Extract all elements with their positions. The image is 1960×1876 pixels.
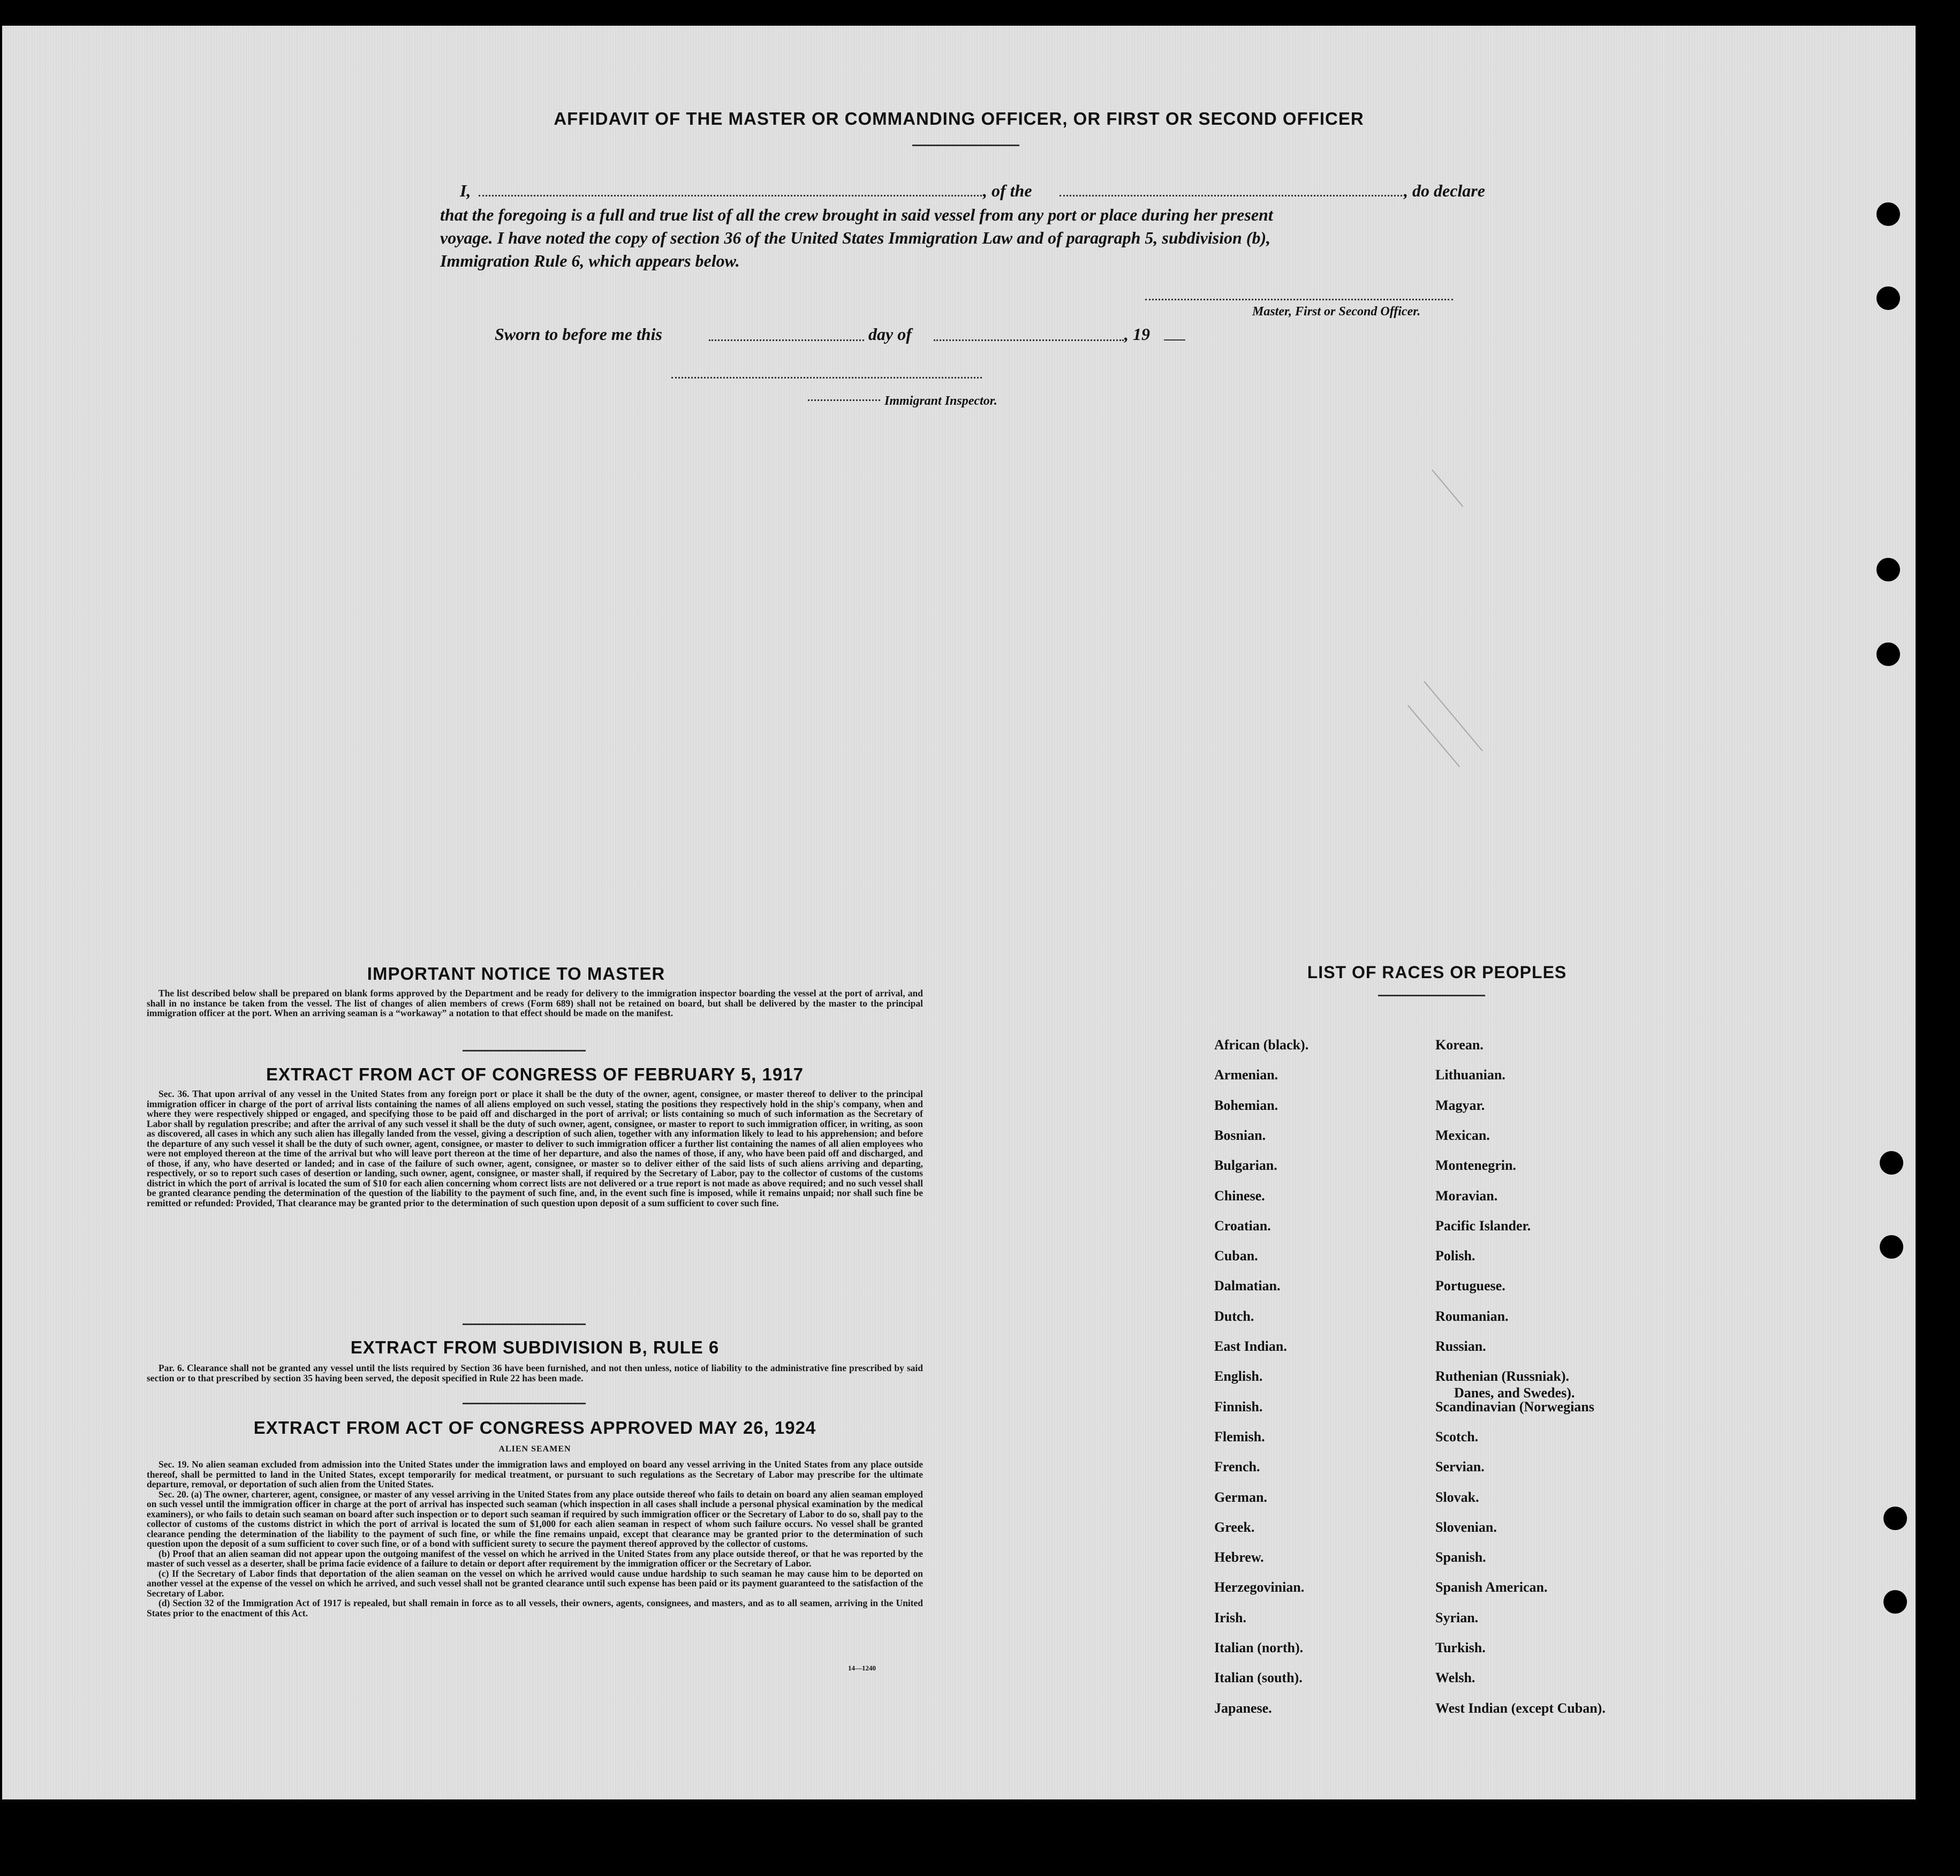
sec-20c-paragraph: (c) If the Secretary of Labor finds that deportation of the alien seaman on the vessel on which he arrived would cause undue hardship to such seaman he may cause him to be deported on another vessel at the expense of the vessel on which he arrived, and such vessel shall not be granted clearance until such expense has been paid or its payment guaranteed to the satisfaction of the Secretary of Labor. (147, 1568, 923, 1599)
affidavit-title: AFFIDAVIT OF THE MASTER OR COMMANDING OFFICER, OR FIRST OR SECOND OFFICER (554, 109, 1364, 128)
race-item: Italian (north). (1214, 1640, 1304, 1655)
section-rule (463, 1050, 586, 1052)
race-item: Armenian. (1214, 1067, 1278, 1083)
extract-1917-title: EXTRACT FROM ACT OF CONGRESS OF FEBRUARY 5, 1917 (266, 1064, 804, 1084)
race-item: Herzegovinian. (1214, 1579, 1305, 1595)
section-rule (463, 1403, 586, 1404)
race-item: Russian. (1435, 1338, 1486, 1354)
name-blank[interactable] (479, 195, 982, 196)
extract-rule6-title: EXTRACT FROM SUBDIVISION B, RULE 6 (350, 1337, 720, 1357)
binder-hole (1883, 1590, 1907, 1614)
race-item: Chinese. (1214, 1188, 1265, 1204)
race-item: Slovak. (1435, 1489, 1479, 1505)
sworn-day-blank[interactable] (709, 339, 864, 341)
race-item: Croatian. (1214, 1218, 1271, 1234)
inspector-caption-leader (808, 399, 880, 401)
faint-mark (1432, 470, 1463, 507)
vessel-blank[interactable] (1060, 195, 1402, 196)
race-item: Spanish. (1435, 1549, 1486, 1565)
race-item: German. (1214, 1489, 1267, 1505)
race-item: Slovenian. (1435, 1519, 1497, 1535)
race-item: African (black). (1214, 1037, 1309, 1053)
sec-19-paragraph: Sec. 19. No alien seaman excluded from admission into the United States under the immigration laws and employed on board any vessel arriving in the United States from any place outside thereof, shall be permitted to land in the United States, except temporarily for medical treatment, or pursuant to such regulations as the Secretary of Labor may prescribe for the ultimate departure, removal, or deportation of such alien from the United States. (147, 1459, 923, 1489)
sec-20b-paragraph: (b) Proof that an alien seaman did not appear upon the outgoing manifest of the vessel on which he arrived in the United States from any place outside thereof, or that he was reported by the master of such vessel as a deserter, shall be prima facie evidence of a failure to detain or deport after requirement by the immigration officer or the Secretary of Labor. (147, 1548, 923, 1569)
race-item: Flemish. (1214, 1429, 1265, 1444)
race-item: Turkish. (1435, 1640, 1486, 1655)
binder-hole (1883, 1507, 1907, 1530)
day-of-text: day of (868, 324, 912, 344)
race-item: Bulgarian. (1214, 1158, 1277, 1173)
extract-1917-text (147, 1089, 923, 1208)
binder-hole (1880, 1235, 1903, 1259)
race-item: Cuban. (1214, 1248, 1258, 1264)
race-item: Scotch. (1435, 1429, 1479, 1444)
race-item: English. (1214, 1368, 1263, 1384)
sec-20a-paragraph: Sec. 20. (a) The owner, charterer, agent, consignee, or master of any vessel arriving in the United States from any place outside thereof who fails to detain on board any alien seaman employed on such vessel until the immigration officer in charge at the port of arrival has inspected such seaman (which inspection in all cases shall include a personal physical examination by the medical examiners), or who fails to detain such seaman on board after such inspection or to deport such seaman if required by such immigration officer or the Secretary of Labor to do so, shall pay to the collector of customs of the customs district in which the port of arrival is located the sum of $1,000 for each alien seaman in respect of whom such failure occurs. No vessel shall be granted clearance pending the determination of the liability to the payment of such fine, or while the fine remains unpaid, except that clearance may be granted prior to the determination of such question upon the deposit of a sum sufficient to cover such fine, or of a bond with sufficient surety to secure the payment thereof approved by the collector of customs. (147, 1488, 923, 1549)
race-item: Ruthenian (Russniak). (1435, 1368, 1569, 1384)
affidavit-line-2: voyage. I have noted the copy of section 36 of the United States Immigration Law and of paragraph 5, subdivision (b), (440, 228, 1271, 247)
notice-text (147, 988, 923, 1018)
race-item: Korean. (1435, 1037, 1484, 1053)
alien-seamen-subtitle: ALIEN SEAMEN (498, 1444, 571, 1454)
inspector-caption: Immigrant Inspector. (884, 394, 997, 408)
race-item: Scandinavian (Norwegians (1435, 1399, 1594, 1414)
year-blank[interactable] (1164, 339, 1185, 341)
affidavit-line-1: that the foregoing is a full and true list of all the crew brought in said vessel from any port or place during her present (440, 205, 1273, 224)
race-item: Pacific Islander. (1435, 1218, 1531, 1234)
section-rule (463, 1323, 586, 1325)
extract-1917-paragraph: Sec. 36. That upon arrival of any vessel in the United States from any foreign port or place it shall be the duty of the owner, agent, consignee, or master thereof to deliver to the principal immigration officer in charge of the port of arrival lists containing the names of all aliens employed on such vessel, stating the positions they respectively hold in the ship's company, when and where they were respectively shipped or engaged, and specifying those to be paid off and discharged in the port of arrival; or lists containing so much of such information as the Secretary of Labor shall by regulation prescribe; and after the arrival of any such vessel it shall be the duty of such owner, agent, consignee, or master to report to such immigration officer, in writing, as soon as discovered, all cases in which any such alien has illegally landed from the vessel, giving a description of such alien, together with any information likely to lead to his apprehension; and before the departure of any such vessel it shall be the duty of such owner, agent, consignee, or master to deliver to such immigration officer a further list containing the names of all alien employees who were not employed thereon at the time of the arrival but who will leave port thereon at the time of her departure, and also the names of those, if any, who have been paid off and discharged, and of those, if any, who have deserted or landed; and in case of the failure of such owner, agent, consignee, or master so to deliver either of the said lists of such aliens arriving and departing, respectively, or so to report such cases of desertion or landing, such owner, agent, consignee, or master shall, if required by the Secretary of Labor, pay to the collector of customs of the customs district in which the port of arrival is located the sum of $10 for each alien concerning whom correct lists are not delivered or a true report is not made as above required; and no such vessel shall be granted clearance pending the determination of the question of the liability to the payment of such fine, and, in the event such fine is imposed, while it remains unpaid; nor shall such fine be remitted or refunded: Provided, That clearance may be granted prior to the determination of such question upon deposit of a sum sufficient to cover such fine. (147, 1088, 923, 1208)
race-item: Dutch. (1214, 1308, 1254, 1324)
sworn-month-blank[interactable] (934, 339, 1124, 341)
sworn-text: Sworn to before me this (495, 324, 662, 344)
notice-title: IMPORTANT NOTICE TO MASTER (367, 964, 665, 984)
affidavit-i: I, (460, 181, 471, 200)
race-item: Italian (south). (1214, 1670, 1303, 1685)
extract-1924-title: EXTRACT FROM ACT OF CONGRESS APPROVED MAY 26, 1924 (253, 1418, 816, 1438)
affidavit-line-3: Immigration Rule 6, which appears below. (440, 251, 740, 270)
title-rule (912, 145, 1019, 146)
race-item: Finnish. (1214, 1399, 1263, 1414)
extract-rule6-text (147, 1363, 923, 1383)
race-item: Magyar. (1435, 1098, 1485, 1113)
race-item: Servian. (1435, 1459, 1485, 1474)
race-item: Portuguese. (1435, 1278, 1505, 1293)
race-item: Welsh. (1435, 1670, 1475, 1685)
race-item: Spanish American. (1435, 1579, 1548, 1595)
form-number: 14—1240 (848, 1664, 876, 1672)
sec-20d-paragraph: (d) Section 32 of the Immigration Act of 1917 is repealed, but shall remain in force as to all vessels, their owners, agents, consignees, and masters, and as to all seamen, arriving in the United States prior to the enactment of this Act. (147, 1598, 923, 1618)
year-text: , 19 (1124, 324, 1150, 344)
race-item: Montenegrin. (1435, 1158, 1516, 1173)
race-item: Hebrew. (1214, 1549, 1264, 1565)
race-item: Polish. (1435, 1248, 1475, 1264)
notice-paragraph: The list described below shall be prepared on blank forms approved by the Department and be ready for delivery to the immigration inspector boarding the vessel at the port of arrival, and shall in no instance be taken from the vessel. The list of changes of alien members of crews (Form 689) shall not be retained on board, but shall be delivered by the master to the principal immigration officer at the port. When an arriving seaman is a “workaway” a notation to that effect should be made on the manifest. (147, 988, 923, 1018)
race-item: French. (1214, 1459, 1260, 1474)
binder-hole (1876, 202, 1900, 226)
races-title: LIST OF RACES OR PEOPLES (1307, 963, 1567, 982)
race-item: Lithuanian. (1435, 1067, 1505, 1083)
race-item: Mexican. (1435, 1128, 1490, 1143)
race-item: East Indian. (1214, 1338, 1287, 1354)
binder-hole (1876, 642, 1900, 666)
affidavit-of-the: , of the (983, 181, 1032, 200)
race-item: Japanese. (1214, 1700, 1272, 1716)
race-item: Greek. (1214, 1519, 1255, 1535)
affidavit-do-declare: , do declare (1404, 181, 1485, 200)
binder-hole (1876, 286, 1900, 310)
extract-rule6-paragraph: Par. 6. Clearance shall not be granted any vessel until the lists required by Section 36 have been furnished, and not then unless, notice of liability to the administrative fine prescribed by said section or to that prescribed by section 35 having been served, the deposit specified in Rule 22 has been made. (147, 1363, 923, 1383)
master-signature-caption: Master, First or Second Officer. (1252, 305, 1421, 319)
faint-mark (1424, 681, 1483, 752)
race-item-continuation: Danes, and Swedes). (1454, 1385, 1575, 1401)
race-item: Syrian. (1435, 1610, 1479, 1625)
race-item: Bosnian. (1214, 1128, 1266, 1143)
binder-hole (1876, 558, 1900, 581)
inspector-signature-line[interactable] (671, 377, 982, 379)
race-item: Irish. (1214, 1610, 1246, 1625)
race-item: Dalmatian. (1214, 1278, 1281, 1293)
race-item: Moravian. (1435, 1188, 1498, 1204)
document-page (2, 26, 1916, 1799)
extract-1924-text (147, 1459, 923, 1618)
races-title-rule (1378, 995, 1485, 996)
race-item: Bohemian. (1214, 1098, 1278, 1113)
race-item: West Indian (except Cuban). (1435, 1700, 1606, 1716)
binder-hole (1880, 1151, 1903, 1175)
race-item: Roumanian. (1435, 1308, 1509, 1324)
